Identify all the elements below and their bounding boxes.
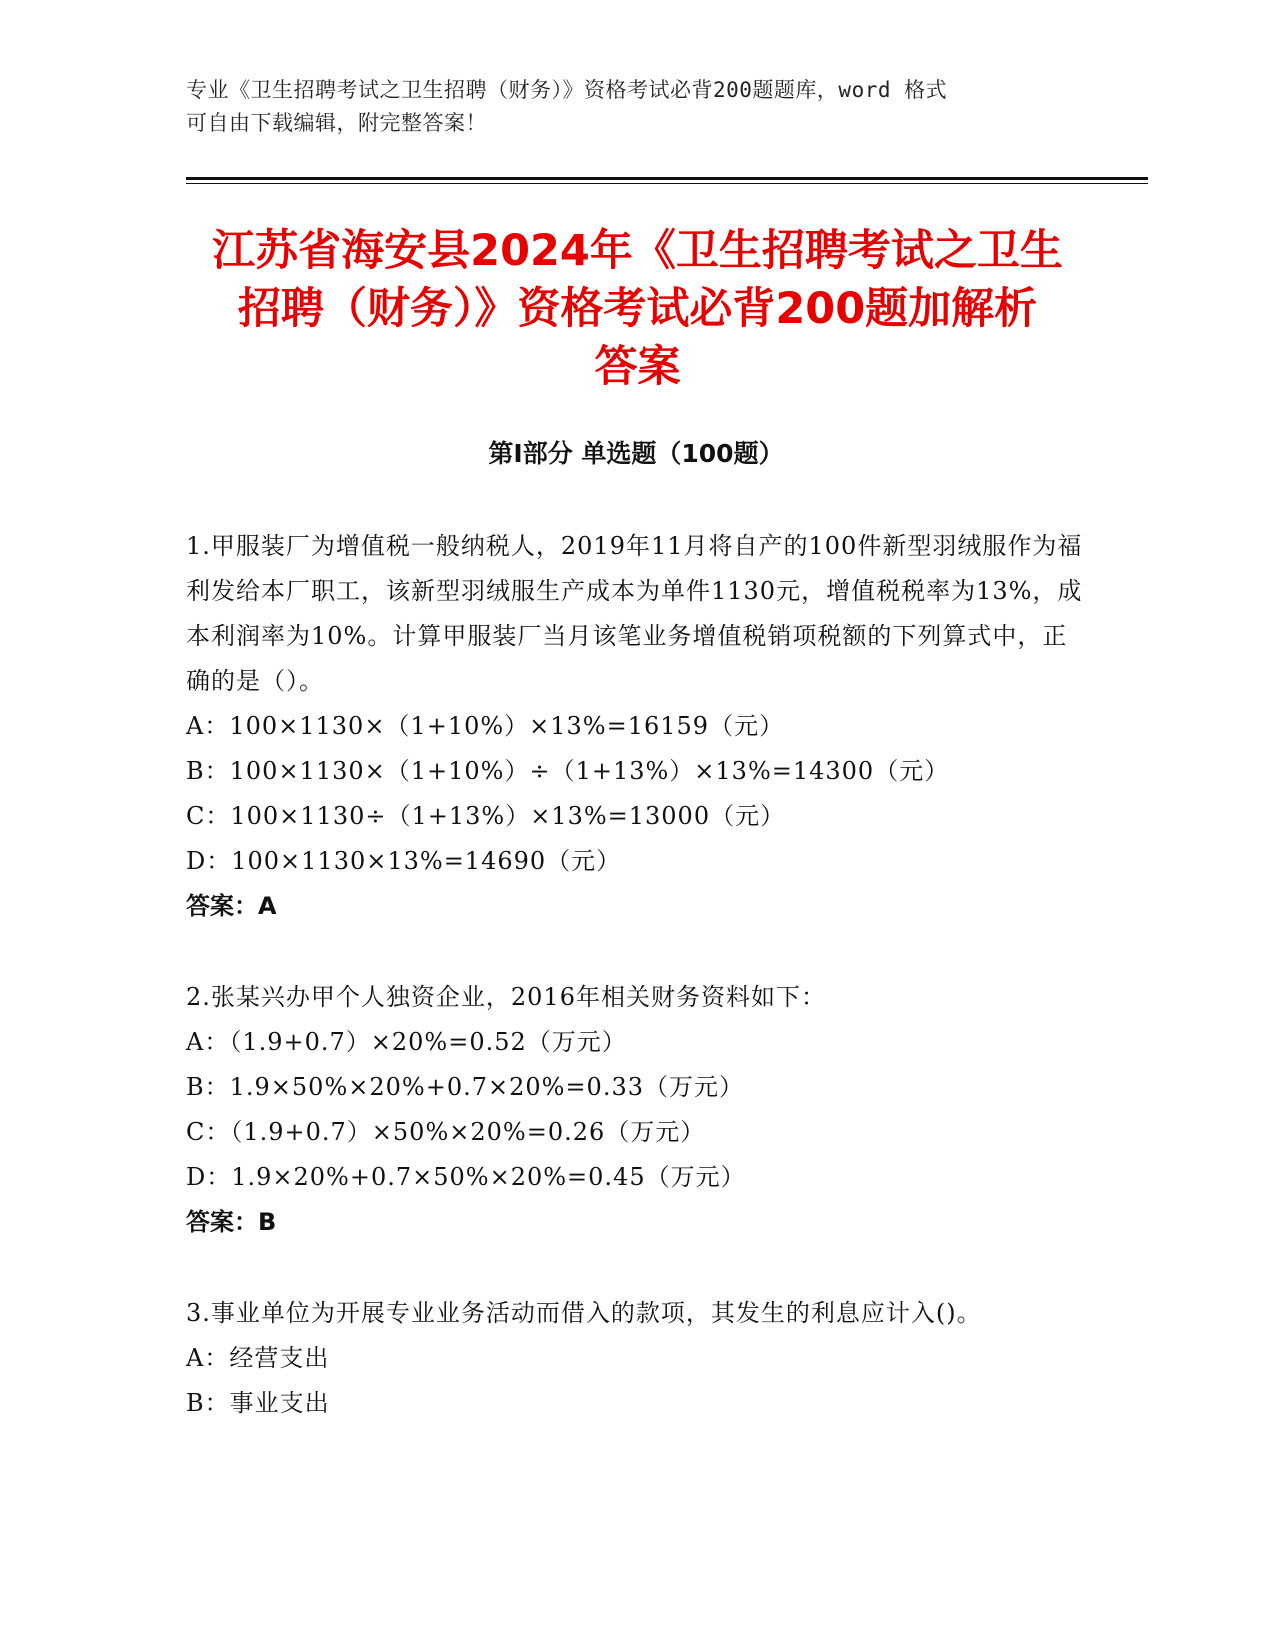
document-title-line-2: 招聘（财务）》资格考试必背200题加解析 (237, 284, 1038, 334)
question-list (186, 524, 1086, 1472)
document-title-line-1: 江苏省海安县2024年《卫生招聘考试之卫生 (212, 226, 1063, 276)
question-stem: 2.张某兴办甲个人独资企业，2016年相关财务资料如下： (186, 983, 826, 1011)
answer: 答案：A (186, 892, 277, 920)
option-c: C：100×1130÷（1+13%）×13%=13000（元） (186, 802, 786, 830)
document-title-line-3: 答案 (594, 342, 681, 392)
option-b: B：100×1130×（1+10%）÷（1+13%）×13%=14300（元） (186, 757, 950, 785)
option-d: D：100×1130×13%=14690（元） (186, 847, 622, 875)
header-divider-thick (186, 177, 1148, 180)
option-b: B：1.9×50%×20%+0.7×20%=0.33（万元） (186, 1073, 744, 1101)
option-d: D：1.9×20%+0.7×50%×20%=0.45（万元） (186, 1163, 746, 1191)
question-stem: 1.甲服装厂为增值税一般纳税人，2019年11月将自产的100件新型羽绒服作为福利发给本厂职工，该新型羽绒服生产成本为单件1130元，增值税税率为13%，成本利润率为10%。计算甲服装厂当月该笔业务增值税销项税额的下列算式中，正确的是（）。 (186, 532, 1083, 695)
option-a: A：（1.9+0.7）×20%=0.52（万元） (186, 1028, 627, 1056)
question-stem: 3.事业单位为开展专业业务活动而借入的款项，其发生的利息应计入()。 (186, 1299, 982, 1327)
header-note-line-2: 可自由下载编辑，附完整答案！ (186, 111, 487, 135)
question-2 (186, 975, 1086, 1245)
document-title (150, 222, 1125, 396)
header-divider-thin (186, 183, 1148, 184)
option-c: C：（1.9+0.7）×50%×20%=0.26（万元） (186, 1118, 706, 1146)
option-a: A：经营支出 (186, 1344, 330, 1372)
question-1 (186, 524, 1086, 929)
header-note (186, 74, 1086, 140)
question-3 (186, 1291, 1086, 1426)
answer: 答案：B (186, 1208, 277, 1236)
section-heading: 第Ⅰ部分 单选题（100题） (488, 439, 784, 468)
option-a: A：100×1130×（1+10%）×13%=16159（元） (186, 712, 785, 740)
option-b: B：事业支出 (186, 1389, 330, 1417)
header-note-line-1: 专业《卫生招聘考试之卫生招聘（财务）》资格考试必背200题题库，word 格式 (186, 78, 948, 102)
